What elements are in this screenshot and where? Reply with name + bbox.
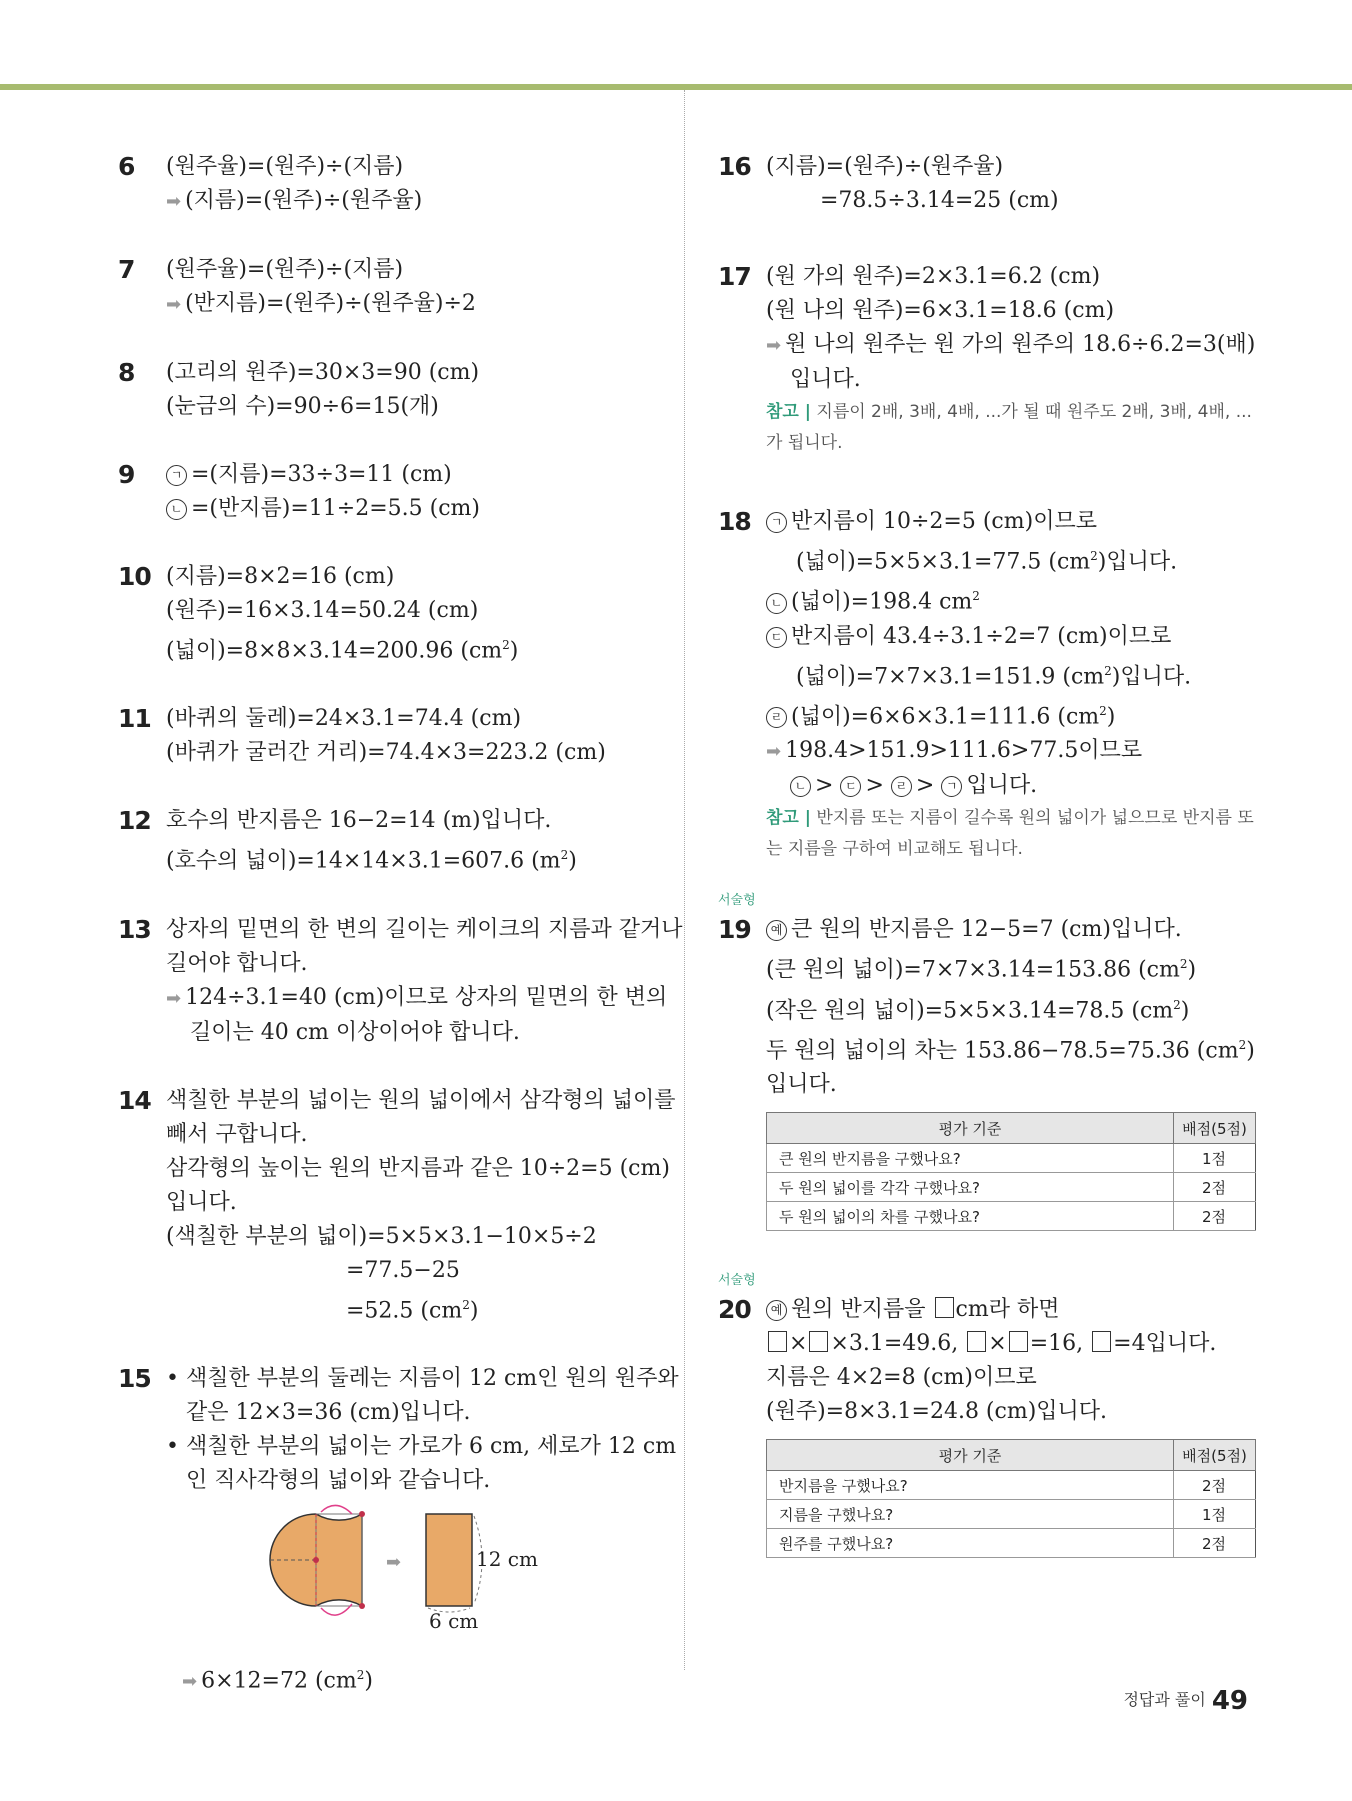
solution-line: (지름)=(원주)÷(원주율) <box>185 188 423 213</box>
table-cell: 1점 <box>1174 1144 1256 1173</box>
table-header: 평가 기준 <box>767 1113 1174 1144</box>
solution-line: 길어야 합니다. <box>166 950 308 976</box>
solution-line: =16, <box>1029 1331 1084 1357</box>
solution-line: ) <box>1180 997 1190 1023</box>
blank-box <box>809 1331 828 1352</box>
solution-line: 색칠한 부분의 둘레는 지름이 12 cm인 원의 원주와 <box>186 1365 679 1391</box>
superscript: 2 <box>1099 703 1107 718</box>
superscript: 2 <box>462 1297 470 1312</box>
table-row <box>767 1471 1256 1500</box>
note <box>766 803 1258 865</box>
solution-line: (색칠한 부분의 넓이)=5×5×3.1−10×5÷2 <box>166 1223 597 1249</box>
solution-line: 호수의 반지름은 16−2=14 (m)입니다. <box>166 808 552 834</box>
solution-line: 입니다. <box>766 1072 837 1098</box>
solution-line: (호수의 넓이)=14×14×3.1=607.6 (m <box>166 848 561 874</box>
problem-number: 8 <box>118 358 135 387</box>
solution-line: 124÷3.1=40 (cm)이므로 상자의 밑면의 한 변의 <box>185 984 668 1010</box>
superscript: 2 <box>1173 997 1181 1012</box>
solution-line: (바퀴의 둘레)=24×3.1=74.4 (cm) <box>166 706 522 732</box>
superscript: 2 <box>560 848 569 863</box>
circled-letter: ㄱ <box>166 465 187 486</box>
problem-number: 12 <box>118 806 151 836</box>
page-number: 49 <box>1211 1686 1248 1716</box>
solution-line: (원 나의 원주)=6×3.1=18.6 (cm) <box>766 298 1115 323</box>
blank-box <box>935 1297 954 1318</box>
comparison-sign: > <box>915 773 935 799</box>
solution-line: 색칠한 부분의 넓이는 가로가 6 cm, 세로가 12 cm <box>186 1433 677 1459</box>
problem-number: 16 <box>718 152 751 181</box>
problem-number: 9 <box>118 460 135 489</box>
solution-line: (고리의 원주)=30×3=90 (cm) <box>166 360 480 385</box>
table-cell: 2점 <box>1174 1529 1256 1558</box>
arrow-icon: ➡ <box>166 294 182 315</box>
blank-box <box>768 1331 787 1352</box>
solution-line: 길이는 40 cm 이상이어야 합니다. <box>190 1019 520 1045</box>
diagram-svg <box>266 1504 606 1654</box>
note-label: 참고 | <box>766 808 811 829</box>
width-label: 6 cm <box>429 1608 479 1633</box>
problem-number: 18 <box>718 507 751 536</box>
table-cell: 원주를 구했나요? <box>767 1529 1174 1558</box>
solution-line: (작은 원의 넓이)=5×5×3.14=78.5 (cm <box>766 997 1174 1023</box>
comparison-sign: > <box>865 773 884 799</box>
circled-letter: ㄱ <box>766 512 787 533</box>
arrow-icon: ➡ <box>182 1671 198 1693</box>
table-row <box>767 1529 1256 1558</box>
superscript: 2 <box>1104 663 1112 678</box>
table-cell: 두 원의 넓이를 각각 구했나요? <box>767 1173 1174 1202</box>
problem-number: 10 <box>118 562 151 591</box>
solution-line: (큰 원의 넓이)=7×7×3.14=153.86 (cm <box>766 957 1180 983</box>
solution-line: 두 원의 넓이의 차는 153.86−78.5=75.36 (cm <box>766 1038 1239 1064</box>
table-cell: 두 원의 넓이의 차를 구했나요? <box>767 1202 1174 1231</box>
problem-12 <box>118 804 658 878</box>
table-row <box>767 1202 1256 1231</box>
solution-line: 원의 반지름을 <box>791 1297 926 1323</box>
solution-line: (넓이)=198.4 cm <box>791 589 973 615</box>
table-header: 평가 기준 <box>767 1440 1174 1471</box>
note-label: 참고 | <box>766 402 811 422</box>
superscript: 2 <box>1238 1037 1247 1052</box>
solution-line: 입니다. <box>966 773 1038 799</box>
superscript: 2 <box>502 638 510 652</box>
circled-letter: ㄴ <box>766 593 787 614</box>
solution-line: )입니다. <box>1097 549 1178 575</box>
solution-line: (넓이)=7×7×3.1=151.9 (cm <box>796 663 1105 689</box>
solution-line: 상자의 밑면의 한 변의 길이는 케이크의 지름과 같거나 <box>166 916 683 942</box>
arrow-icon: ➡ <box>166 191 182 212</box>
solution-line: =(지름)=33÷3=11 (cm) <box>191 462 452 487</box>
superscript: 2 <box>1090 549 1098 563</box>
problem-18 <box>718 505 1258 865</box>
solution-line: 198.4>151.9>111.6>77.5이므로 <box>785 738 1143 764</box>
point-marker <box>359 1511 365 1517</box>
table-header: 배점(5점) <box>1174 1440 1256 1471</box>
circled-letter: ㄹ <box>891 776 912 797</box>
problem-17 <box>718 260 1258 459</box>
point-marker <box>313 1557 319 1563</box>
solution-line: 입니다. <box>166 1189 237 1215</box>
note-text: 반지름 또는 지름이 길수록 원의 넓이가 넓으므로 반지름 또는 지름을 구하여 비교해도 됩니다. <box>766 808 1254 860</box>
arrow-icon: ➡ <box>766 741 782 763</box>
problem-8 <box>118 356 658 424</box>
times-sign: × <box>988 1331 1007 1357</box>
solution-line: (원주)=8×3.1=24.8 (cm)입니다. <box>766 1399 1108 1425</box>
problem-9 <box>118 458 658 526</box>
table-cell: 지름을 구했나요? <box>767 1500 1174 1529</box>
problem-number: 17 <box>718 262 751 291</box>
bullet: • <box>166 1433 179 1459</box>
solution-line: =52.5 (cm <box>346 1297 463 1323</box>
circled-letter: ㄱ <box>941 776 962 797</box>
bullet: • <box>166 1365 179 1391</box>
solution-line: 삼각형의 높이는 원의 반지름과 같은 10÷2=5 (cm) <box>166 1155 670 1181</box>
solution-line: ×3.1=49.6, <box>830 1331 959 1357</box>
solution-line: ) <box>568 848 577 874</box>
problem-20 <box>718 1273 1258 1558</box>
problem-7 <box>118 253 658 322</box>
example-mark: 예 <box>766 920 787 941</box>
solution-line: 반지름이 43.4÷3.1÷2=7 (cm)이므로 <box>791 623 1172 649</box>
problem-14 <box>118 1084 676 1328</box>
circled-letter: ㄴ <box>790 776 811 797</box>
solution-line: (넓이)=5×5×3.1=77.5 (cm <box>796 549 1091 575</box>
problem-16 <box>718 150 1258 218</box>
solution-line: cm라 하면 <box>955 1297 1060 1323</box>
problem-10 <box>118 560 658 668</box>
solution-line: =(반지름)=11÷2=5.5 (cm) <box>191 496 480 521</box>
circled-letter: ㄷ <box>766 627 787 648</box>
circled-letter: ㄷ <box>840 776 861 797</box>
solution-line: ) <box>1246 1038 1255 1064</box>
solution-line: =78.5÷3.14=25 (cm) <box>820 188 1059 213</box>
grading-table <box>766 1112 1256 1231</box>
arrow-icon: ➡ <box>766 335 782 356</box>
problem-number: 14 <box>118 1085 151 1115</box>
left-column <box>118 150 683 1699</box>
solution-line: 원 나의 원주는 원 가의 원주의 18.6÷6.2=3(배) <box>785 332 1256 357</box>
point-marker <box>359 1603 365 1609</box>
table-cell: 2점 <box>1174 1471 1256 1500</box>
circled-letter: ㄹ <box>766 707 787 728</box>
arrow-icon: ➡ <box>166 987 182 1009</box>
solution-line: (바퀴가 굴러간 거리)=74.4×3=223.2 (cm) <box>166 740 606 766</box>
problem-number: 13 <box>118 914 151 944</box>
solution-line: 색칠한 부분의 넓이는 원의 넓이에서 삼각형의 넓이를 <box>166 1087 676 1113</box>
table-cell: 큰 원의 반지름을 구했나요? <box>767 1144 1174 1173</box>
solution-line: 큰 원의 반지름은 12−5=7 (cm)입니다. <box>791 917 1182 943</box>
solution-line: )입니다. <box>1111 663 1192 689</box>
solution-line: (지름)=(원주)÷(원주율) <box>766 154 1004 179</box>
problem-number: 11 <box>118 704 151 734</box>
solution-line: 반지름이 10÷2=5 (cm)이므로 <box>791 509 1097 534</box>
problem-number: 6 <box>118 152 135 181</box>
table-header-row <box>767 1440 1256 1471</box>
shape-transform-diagram <box>266 1504 606 1654</box>
table-header-row <box>767 1113 1256 1144</box>
solution-line: (반지름)=(원주)÷(원주율)÷2 <box>185 291 476 316</box>
table-cell: 2점 <box>1174 1202 1256 1231</box>
problem-number: 20 <box>718 1295 751 1325</box>
example-mark: 예 <box>766 1300 787 1321</box>
superscript: 2 <box>972 589 980 604</box>
solution-line: (눈금의 수)=90÷6=15(개) <box>166 394 439 419</box>
arrow-icon: ➡ <box>386 1551 402 1573</box>
solution-line: (원주)=16×3.14=50.24 (cm) <box>166 598 479 623</box>
table-cell: 2점 <box>1174 1173 1256 1202</box>
superscript: 2 <box>356 1667 365 1682</box>
solution-line: 6×12=72 (cm <box>201 1668 357 1694</box>
solution-line: 같은 12×3=36 (cm)입니다. <box>186 1399 471 1425</box>
superscript: 2 <box>1179 957 1188 972</box>
grading-table <box>766 1439 1256 1558</box>
solution-line: ) <box>1106 704 1116 730</box>
solution-line: 입니다. <box>790 367 861 392</box>
descriptive-tag: 서술형 <box>718 1273 756 1289</box>
problem-number: 15 <box>118 1363 151 1393</box>
times-sign: × <box>789 1331 808 1357</box>
note-text: 지름이 2배, 3배, 4배, ...가 될 때 원주도 2배, 3배, 4배, ...가 됩니다. <box>766 402 1252 453</box>
solution-line: (지름)=8×2=16 (cm) <box>166 564 395 589</box>
table-row <box>767 1500 1256 1529</box>
right-column <box>718 150 1258 1558</box>
rotation-arrow <box>321 1505 352 1514</box>
solution-line: ) <box>509 638 519 664</box>
page-footer <box>1123 1686 1248 1716</box>
solution-line: 빼서 구합니다. <box>166 1121 308 1147</box>
problem-15 <box>118 1362 679 1699</box>
solution-line: =4입니다. <box>1113 1331 1217 1357</box>
solution-line: ) <box>364 1668 373 1694</box>
solution-line: ) <box>1187 957 1197 983</box>
table-header: 배점(5점) <box>1174 1113 1256 1144</box>
column-divider <box>684 90 685 1670</box>
problem-number: 19 <box>718 915 751 945</box>
note <box>766 397 1258 459</box>
solution-line: (원 가의 원주)=2×3.1=6.2 (cm) <box>766 264 1101 289</box>
table-row <box>767 1144 1256 1173</box>
blank-box <box>1092 1331 1111 1352</box>
blank-box <box>967 1331 986 1352</box>
table-cell: 반지름을 구했나요? <box>767 1471 1174 1500</box>
footer-label: 정답과 풀이 <box>1123 1690 1206 1709</box>
height-label: 12 cm <box>476 1546 538 1571</box>
problem-6 <box>118 150 658 219</box>
descriptive-tag: 서술형 <box>718 893 756 909</box>
solution-line: 지름은 4×2=8 (cm)이므로 <box>766 1365 1037 1391</box>
blank-box <box>1009 1331 1028 1352</box>
solution-line: (원주율)=(원주)÷(지름) <box>166 257 404 282</box>
problem-19 <box>718 893 1258 1231</box>
solution-line: ) <box>469 1297 479 1323</box>
solution-line: (넓이)=6×6×3.1=111.6 (cm <box>791 704 1100 730</box>
problem-number: 7 <box>118 255 135 284</box>
solution-line: (넓이)=8×8×3.14=200.96 (cm <box>166 638 503 664</box>
solution-line: (원주율)=(원주)÷(지름) <box>166 154 404 179</box>
problem-13 <box>118 913 683 1050</box>
problem-11 <box>118 702 658 770</box>
header-bar <box>0 84 1352 90</box>
circled-letter: ㄴ <box>166 499 187 520</box>
comparison-sign: > <box>815 773 834 799</box>
solution-line: =77.5−25 <box>346 1257 460 1283</box>
table-cell: 1점 <box>1174 1500 1256 1529</box>
table-row <box>767 1173 1256 1202</box>
solution-line: 인 직사각형의 넓이와 같습니다. <box>186 1467 491 1493</box>
result-rectangle <box>426 1514 472 1606</box>
